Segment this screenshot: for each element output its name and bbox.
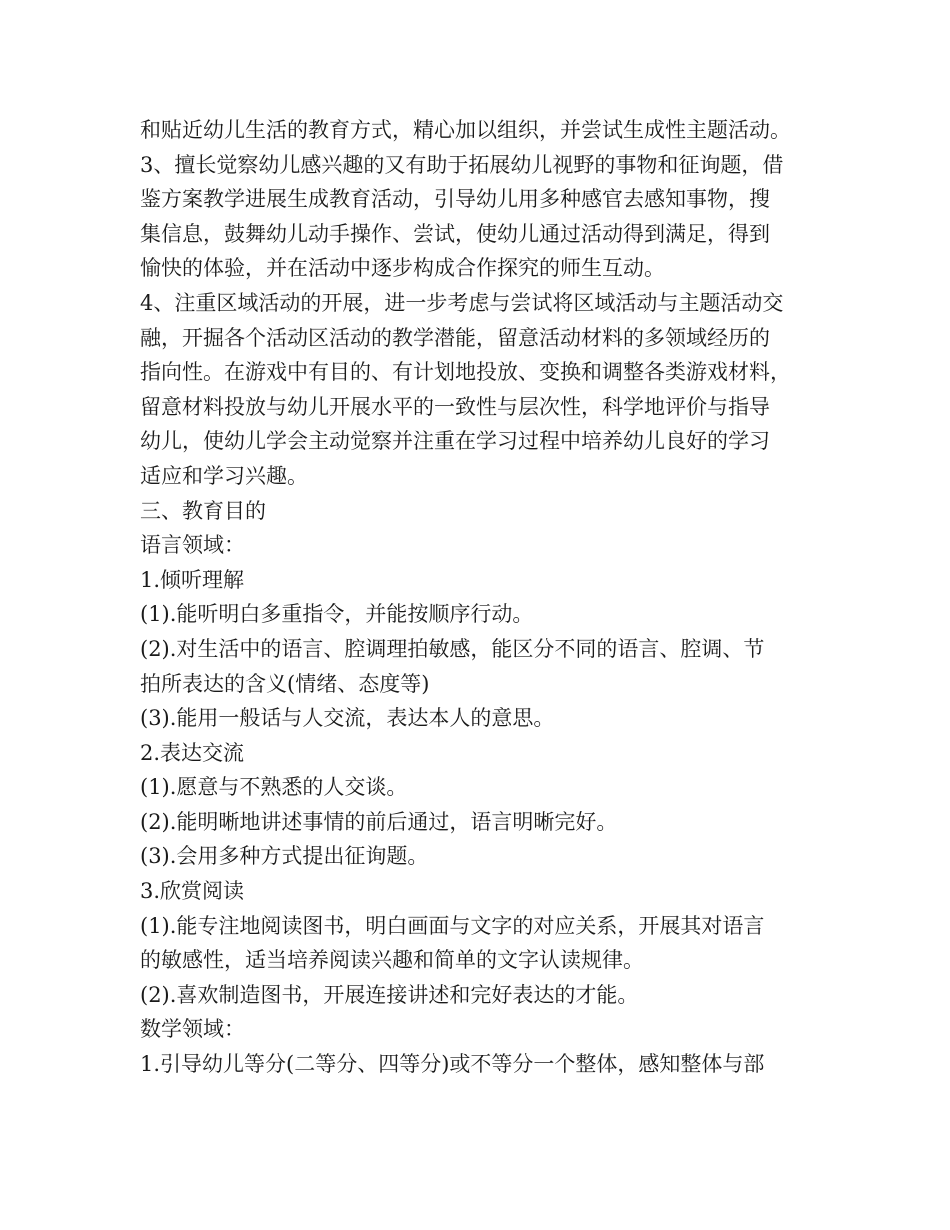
list-item: 1.引导幼儿等分(二等分、四等分)或不等分一个整体，感知整体与部 [140, 1052, 765, 1077]
text-line: 4、注重区域活动的开展，进一步考虑与尝试将区域活动与主题活动交 [140, 290, 784, 315]
text-line: 和贴近幼儿生活的教育方式，精心加以组织，并尝试生成性主题活动。 [140, 118, 791, 142]
text-line: 拍所表达的含义(情绪、态度等) [140, 671, 430, 696]
list-item: (2).能明晰地讲述事情的前后通过，语言明晰完好。 [140, 809, 618, 834]
text-line: 3、擅长觉察幼儿感兴趣的又有助于拓展幼儿视野的事物和征询题，借 [140, 152, 784, 177]
section-heading: 三、教育目的 [140, 498, 266, 523]
text-line: 愉快的体验，并在活动中逐步构成合作探究的师生互动。 [140, 256, 665, 281]
text-line: 鉴方案教学进展生成教育活动，引导幼儿用多种感官去感知事物，搜 [140, 187, 770, 212]
document-body [140, 113, 830, 1082]
list-item: (1).能专注地阅读图书，明白画面与文字的对应关系，开展其对语言 [140, 913, 765, 938]
list-heading: 1.倾听理解 [140, 567, 245, 592]
text-line: 留意材料投放与幼儿开展水平的一致性与层次性，科学地评价与指导 [140, 394, 770, 419]
subsection-heading: 数学领域： [140, 1017, 245, 1042]
list-item: (2).喜欢制造图书，开展连接讲述和完好表达的才能。 [140, 982, 639, 1007]
subsection-heading: 语言领域： [140, 533, 245, 558]
list-item: (1).愿意与不熟悉的人交谈。 [140, 775, 408, 800]
list-item: (3).能用一般话与人交流，表达本人的意思。 [140, 706, 555, 731]
list-item: (2).对生活中的语言、腔调理拍敏感，能区分不同的语言、腔调、节 [140, 636, 765, 661]
list-item: (3).会用多种方式提出征询题。 [140, 844, 429, 869]
text-line: 指向性。在游戏中有目的、有计划地投放、变换和调整各类游戏材料， [140, 360, 791, 385]
text-line: 适应和学习兴趣。 [140, 463, 308, 488]
list-heading: 2.表达交流 [140, 740, 245, 765]
text-line: 幼儿，使幼儿学会主动觉察并注重在学习过程中培养幼儿良好的学习 [140, 429, 770, 454]
text-line: 集信息，鼓舞幼儿动手操作、尝试，使幼儿通过活动得到满足，得到 [140, 221, 770, 246]
text-line: 的敏感性，适当培养阅读兴趣和简单的文字认读规律。 [140, 948, 644, 973]
text-line: 融，开掘各个活动区活动的教学潜能，留意活动材料的多领域经历的 [140, 325, 770, 350]
list-item: (1).能听明白多重指令，并能按顺序行动。 [140, 602, 534, 627]
list-heading: 3.欣赏阅读 [140, 879, 245, 904]
